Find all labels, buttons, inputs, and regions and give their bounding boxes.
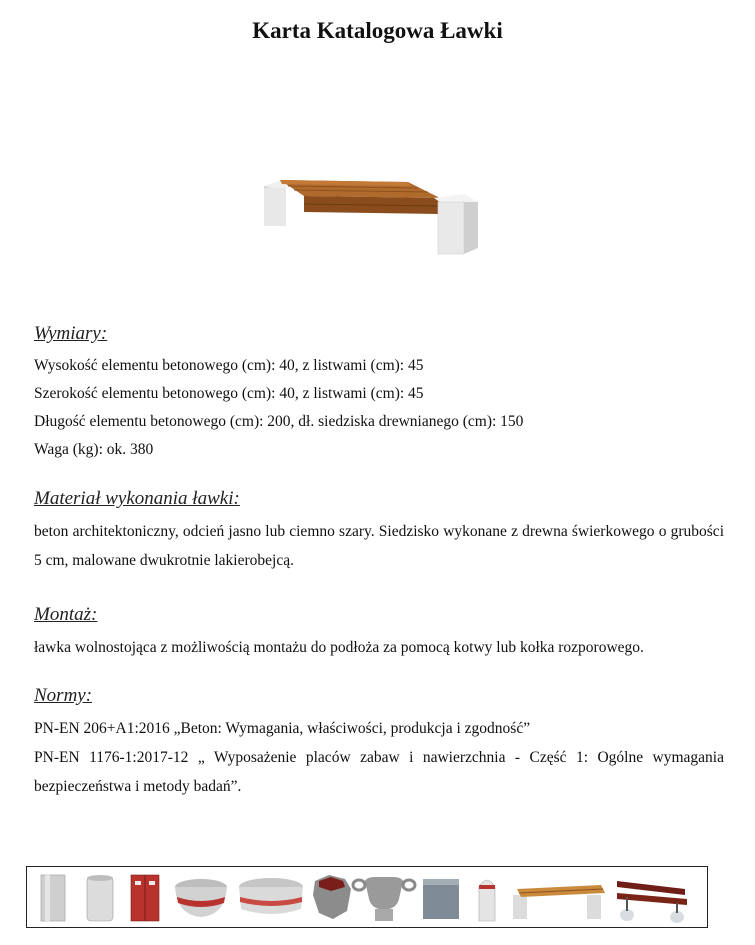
width-line: Szerokość elementu betonowego (cm): 40, z listwami (cm): 45 [34,385,424,402]
material-heading: Materiał wykonania ławki: [34,488,240,509]
round-bin-icon [87,875,113,921]
square-planter-icon [423,879,459,919]
height-line: Wysokość elementu betonowego (cm): 40, z listwami (cm): 45 [34,357,424,374]
small-bollard-icon [479,880,495,921]
red-double-bin-icon [131,875,159,921]
material-section [34,487,724,575]
dimensions-heading: Wymiary: [34,323,108,344]
park-bench-icon [617,881,687,923]
page-title: Karta Katalogowa Ławki [252,18,503,43]
length-line: Długość elementu betonowego (cm): 200, dł. siedziska drewnianego (cm): 150 [34,413,524,430]
norms-heading: Normy: [34,685,93,706]
norms-section [34,684,724,801]
material-text: beton architektoniczny, odcień jasno lub ciemno szary. Siedzisko wykonane z drewna świerkowego o grubości 5 cm, malowane dwukrotnie lakierobejcą. [34,523,724,569]
mounting-section [34,603,724,662]
product-strip [26,866,708,928]
planter-bowl-icon [175,879,227,917]
dimensions-section [34,322,724,464]
urn-planter-icon [353,877,415,921]
hexagonal-planter-icon [313,875,351,919]
norm-concrete: PN-EN 206+A1:2016 „Beton: Wymagania, właściwości, produkcja i zgodność” [34,720,531,737]
weight-line: Waga (kg): ok. 380 [34,441,154,458]
wooden-bench-icon [513,885,605,919]
mounting-heading: Montaż: [34,604,98,625]
concrete-bollard-icon [41,875,65,921]
norm-playground: PN-EN 1176-1:2017-12 „ Wyposażenie placów zabaw i nawierzchnia - Część 1: Ogólne wymagania bezpieczeństwa i metody badań”. [34,749,724,795]
bench-product-image [258,168,488,260]
oval-planter-icon [239,878,303,914]
mounting-text: ławka wolnostojąca z możliwością montażu do podłoża za pomocą kotwy lub kołka rozporowego. [34,639,644,656]
